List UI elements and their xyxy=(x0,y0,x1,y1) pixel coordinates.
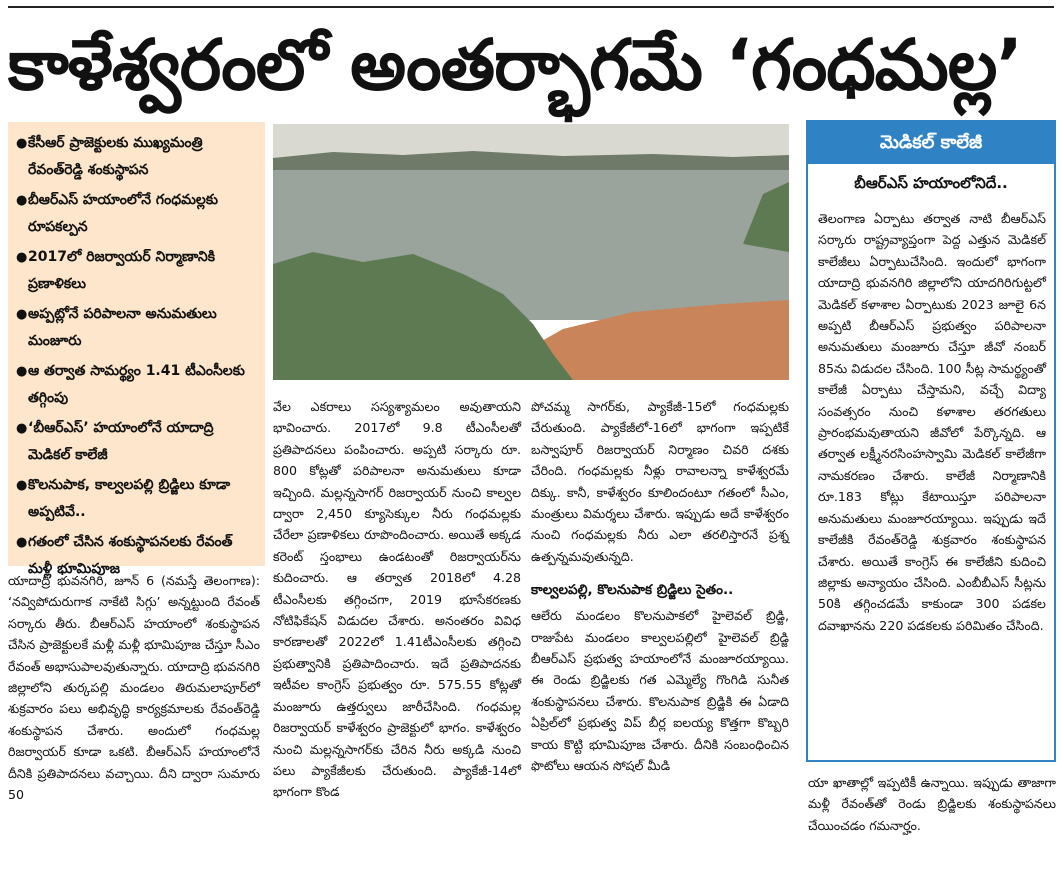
bullet-icon: ● xyxy=(16,136,28,151)
highlight-text: ‘బీఆర్ఎస్’ హయాంలోనే యాదాద్రి మెడికల్ కాలేజీ xyxy=(28,420,214,463)
article-paragraph: యాదాద్రి భువనగిరి, జూన్ 6 (నమస్తే తెలంగాణ): ‘నవ్విపోదురుగాక నాకేటి సిగ్గు’ అన్నట్టుంది రేవంత్ సర్కారు తీరు. బీఆర్ఎస్ హయాంలో శంకుస్థాపన చేసిన ప్రాజెక్టులకే మళ్లీ మళ్లీ భూమిపూజ చేస్తూ సీఎం రేవంత్ అభాసుపాలవుతున్నారు. యాదాద్రి భువనగిరి జిల్లాలోని తుర్కపల్లి మండలం తిరుమలాపూర్‌లో శుక్రవారం పలు అభివృద్ధి కార్యక్రమాలకు రేవంత్‌రెడ్డి శంకుస్థాపన చేశారు. అందులో గంధమల్ల రిజర్వాయర్ కూడా ఒకటి. బీఆర్ఎస్ హయాంలోనే దీనికి ప్రతిపాదనలు వచ్చాయి. దీని ద్వారా సుమారు 50 xyxy=(8,573,260,803)
article-paragraph: పోచమ్మ సాగర్‌కు, ప్యాకేజీ-15లో గంధమల్లకు చేరుతుంది. ప్యాకేజీలో-16లో భాగంగా ఇప్పటికే బస్వాపూర్ రిజర్వాయర్ నిర్మాణం చివరి దశకు చేరింది. గంధమల్లకు నీళ్లు రావాలన్నా కాళేశ్వరమే దిక్కు. కానీ, కాళేశ్వరం కూలిందంటూ గతంలో సీఎం, మంత్రులు విమర్శలు చేశారు. ఇప్పుడు అదే కాళేశ్వరం నుంచి గంధమల్లకు నీరు ఎలా తరలిస్తారనే ప్రశ్న ఉత్పన్నమవుతున్నది. xyxy=(531,399,789,564)
highlight-text: బీఆర్ఎస్ హయాంలోనే గంధమల్లకు రూపకల్పన xyxy=(28,192,218,235)
bullet-icon: ● xyxy=(16,535,28,550)
highlight-text: గతంలో చేసిన శంకుస్థాపనలకు రేవంత్ మళ్లీ భూమిపూజ xyxy=(28,534,233,577)
highlight-item xyxy=(16,472,259,526)
highlight-item xyxy=(16,130,259,184)
reservoir-photo xyxy=(273,124,789,380)
article-subhead: కాల్వలపల్లి, కొలనుపాక బ్రిడ్జిలు సైతం.. xyxy=(531,582,734,599)
article-paragraph: యా ఖాతాల్లో ఇప్పటికీ ఉన్నాయి. ఇప్పుడు తాజాగా మళ్లీ రేవంత్‌తో రెండు బ్రిడ్జిలకు శంకుస్థాపనలు చేయించడం గమనార్హం. xyxy=(808,775,1056,833)
highlight-text: కొలనుపాక, కాల్వలపల్లి బ్రిడ్జిలు కూడా అప్పటివే.. xyxy=(28,477,231,520)
highlight-text: 2017లో రిజర్వాయర్ నిర్మాణానికి ప్రణాళికలు xyxy=(28,249,216,292)
sidebar-body: తెలంగాణ ఏర్పాటు తర్వాత నాటి బీఆర్ఎస్ సర్కారు రాష్ట్రవ్యాప్తంగా పెద్ద ఎత్తున మెడికల్ కాలేజీలు ఏర్పాటుచేసింది. ఇందులో భాగంగా యాదాద్రి భువనగిరి జిల్లాలోని యాదగిరిగుట్టలో మెడికల్ కళాశాల ఏర్పాటుకు 2023 జూలై 6న అప్పటి బీఆర్ఎస్ ప్రభుత్వం పరిపాలనా అనుమతులు మంజూరు చేస్తూ జీవో నంబర్ 85ను విడుదల చేసింది. 100 సీట్ల సామర్థ్యంతో కాలేజీ ఏర్పాటు చేస్తామని, వచ్చే విద్యా సంవత్సరం నుంచి కళాశాల తరగతులు ప్రారంభమవుతాయని జీవోలో పేర్కొన్నది. ఆ తర్వాత లక్ష్మీనరసింహస్వామి మెడికల్ కాలేజీగా నామకరణం చేశారు. కాలేజీ నిర్మాణానికి రూ.183 కోట్లు కేటాయిస్తూ పరిపాలనా అనుమతులు మంజూరయ్యాయి. ఇప్పుడు ఇదే కాలేజీకి రేవంత్‌రెడ్డి శుక్రవారం శంకుస్థాపన చేశారు. అయితే కాంగ్రెస్ ఈ కాలేజీని కుదించి జిల్లాకు అన్యాయం చేసింది. ఎంబీబీఎస్ సీట్లను 50కి తగ్గించడమే కాకుండా 300 పడకల దవాఖానను 220 పడకలకు పరిమితం చేసింది. xyxy=(818,211,1046,633)
highlight-item xyxy=(16,415,259,469)
highlight-text: కేసీఆర్ ప్రాజెక్టులకు ముఖ్యమంత్రి రేవంత్‌రెడ్డి శంకుస్థాపన xyxy=(28,135,203,178)
highlight-item xyxy=(16,358,259,412)
highlight-item xyxy=(16,187,259,241)
article-paragraph: వేల ఎకరాలు సస్యశ్యామలం అవుతాయని భావించారు. 2017లో 9.8 టీఎంసీలతో ప్రతిపాదనలు పంపించారు. అప్పటి సర్కారు రూ. 800 కోట్లతో పరిపాలనా అనుమతులు కూడా ఇచ్చింది. మల్లన్నసాగర్ రిజర్వాయర్ నుంచి కాల్వల ద్వారా 2,450 క్యూసెక్కుల నీరు గంధమల్లకు చేరేలా ప్రణాళికలు రూపొందించారు. అయితే అక్కడ కరెంట్ స్తంభాలు ఉండటంతో రిజర్వాయర్‌ను కుదించారు. ఆ తర్వాత 2018లో 4.28 టీఎంసీలకు తగ్గించగా, 2019 భూసేకరణకు నోటిఫికేషన్ విడుదల చేశారు. అనంతరం వివిధ కారణాలతో 2022లో 1.41టీఎంసీలకు తగ్గించి ప్రభుత్వానికి ప్రతిపాదించారు. ఇదే ప్రతిపాదనకు ఇటీవల కాంగ్రెస్ ప్రభుత్వం రూ. 575.55 కోట్లతో మంజూరు ఉత్తర్వులు జారీచేసింది. గంధమల్ల రిజర్వాయర్ కాళేశ్వరం ప్రాజెక్టులో భాగం. కాళేశ్వరం నుంచి మల్లన్నసాగర్‌కు చేరిన నీరు అక్కడి నుంచి పలు ప్యాకేజీలకు చేరుతుంది. ప్యాకేజీ-14లో భాగంగా కొండ xyxy=(273,399,521,800)
bullet-icon: ● xyxy=(16,421,28,436)
highlights-box xyxy=(8,122,265,577)
headline: కాళేశ్వరంలో అంతర్భాగమే ‘గంధమల్ల’ xyxy=(8,24,1022,106)
top-rule xyxy=(8,6,1054,8)
highlight-item xyxy=(16,301,259,355)
bullet-icon: ● xyxy=(16,250,28,265)
bullet-icon: ● xyxy=(16,364,28,379)
bullet-icon: ● xyxy=(16,307,28,322)
article-column-4 xyxy=(808,772,1056,868)
highlight-text: ఆ తర్వాత సామర్థ్యం 1.41 టీఎంసీలకు తగ్గింపు xyxy=(28,363,245,406)
highlight-text: అప్పట్లోనే పరిపాలనా అనుమతులు మంజూరు xyxy=(28,306,217,349)
bullet-icon: ● xyxy=(16,193,28,208)
article-column-1 xyxy=(8,570,260,870)
sidebar-title: మెడికల్ కాలేజీ xyxy=(808,122,1054,164)
bullet-icon: ● xyxy=(16,478,28,493)
article-column-2 xyxy=(273,396,521,870)
article-paragraph: ఆలేరు మండలం కొలనుపాకలో హైలెవల్ బ్రిడ్జి, రాజుపేట మండలం కాల్వలపల్లిలో హైలెవల్ బ్రిడ్జి బీఆర్ఎస్ ప్రభుత్వ హయాంలోనే మంజూరయ్యాయి. ఈ రెండు బ్రిడ్జిలకు గత ఎమ్మెల్యే గొంగిడి సునీత శంకుస్థాపనలు చేశారు. కొలనుపాక బ్రిడ్జికి ఈ ఏడాది ఏప్రిల్‌లో ప్రభుత్వ విప్ బీర్ల ఐలయ్య కొత్తగా కొబ్బరి కాయ కొట్టి భూమిపూజ చేశారు. దీనికి సంబంధించిన ఫొటోలు ఆయన సోషల్ మీడి xyxy=(531,608,789,774)
sidebar-subtitle: బీఆర్ఎస్ హయాంలోనిదే.. xyxy=(854,174,1008,192)
medical-college-sidebar xyxy=(806,120,1056,762)
article-column-3 xyxy=(531,396,789,870)
highlight-item xyxy=(16,244,259,298)
